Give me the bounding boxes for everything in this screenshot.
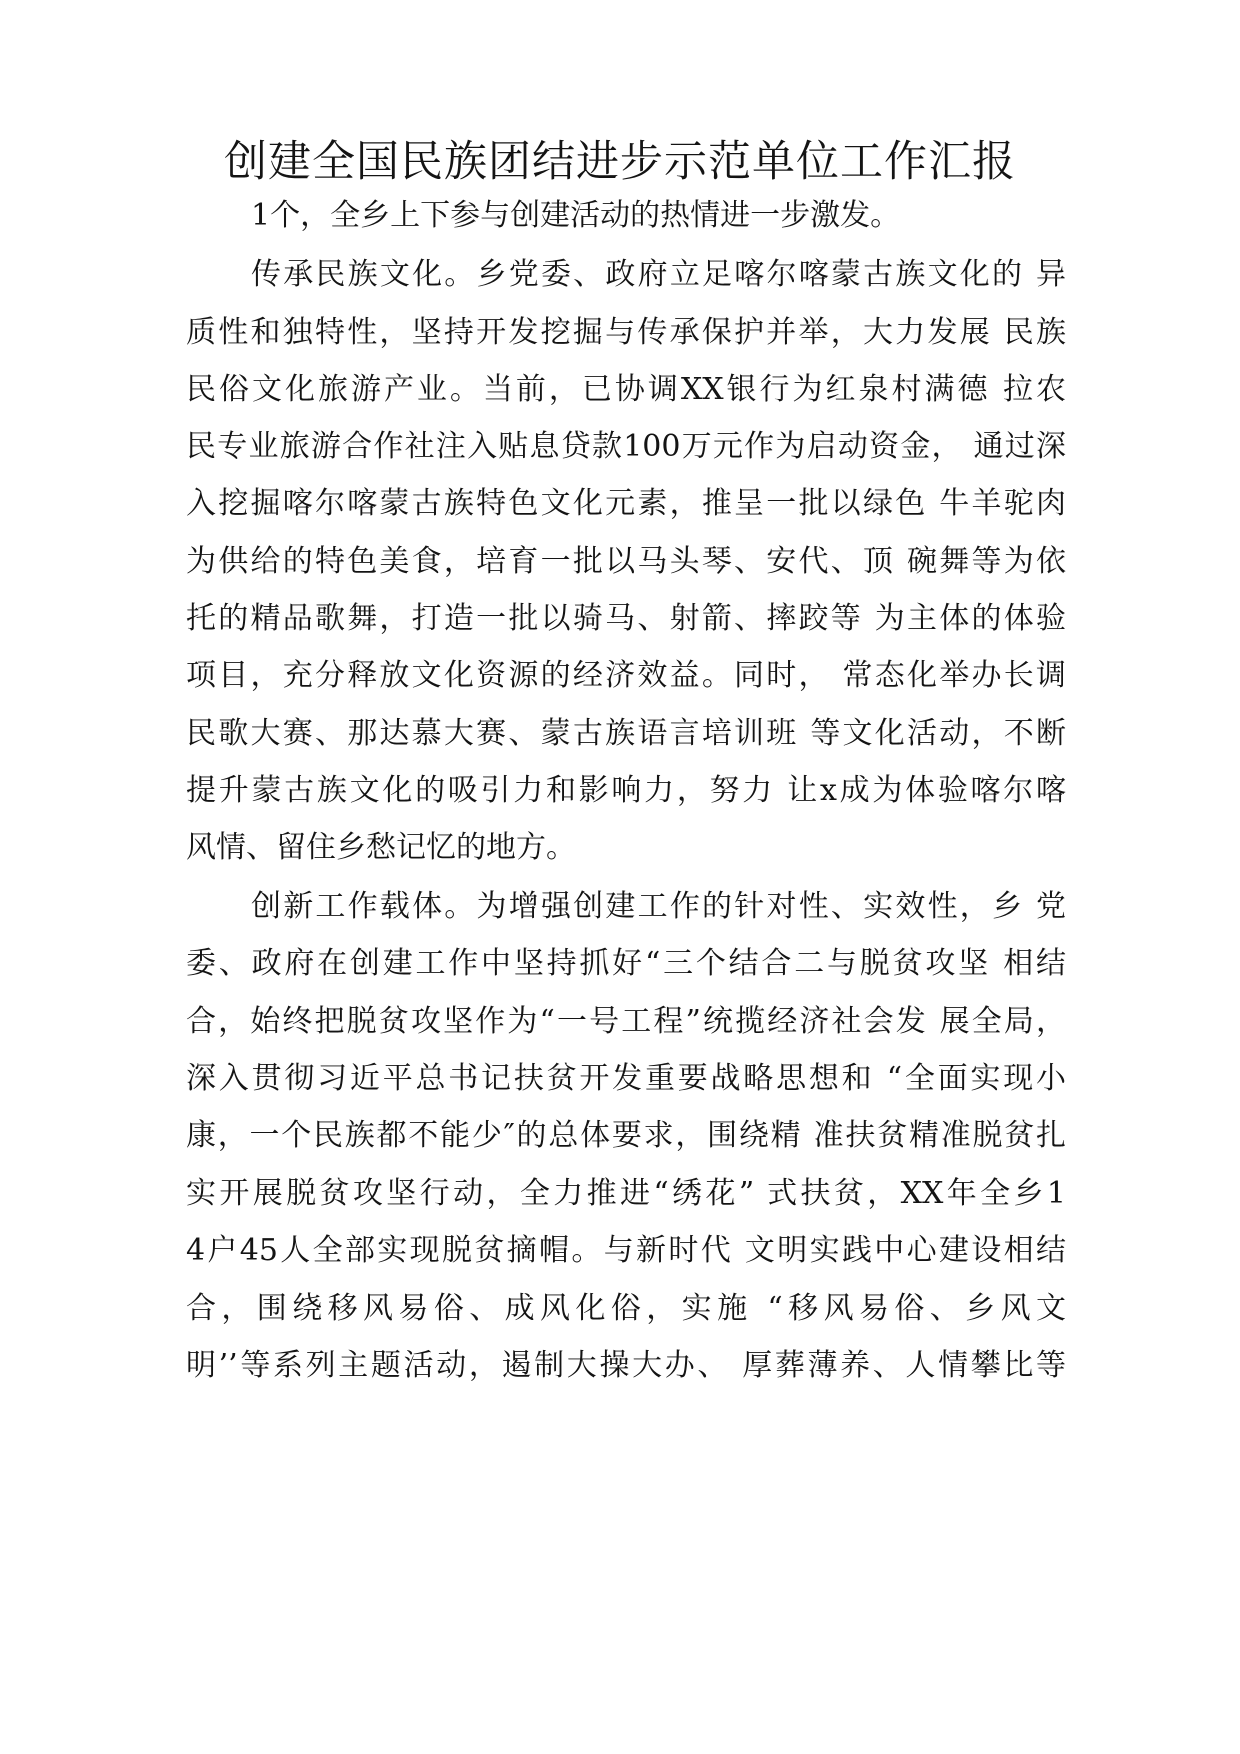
text-line: 深入贯彻习近平总书记扶贫开发重要战略思想和 “全面实现小 <box>186 1061 1066 1096</box>
text-line: 为供给的特色美食，培育一批以马头琴、安代、顶 碗舞等为依 <box>186 544 1066 579</box>
text-line: 入挖掘喀尔喀蒙古族特色文化元素，推呈一批以绿色 牛羊驼肉 <box>186 486 1066 521</box>
text-line: 民专业旅游合作社注入贴息贷款100万元作为启动资金， 通过深 <box>186 429 1066 464</box>
text-line: 明’’等系列主题活动，遏制大操大办、 厚葬薄养、人情攀比等 <box>186 1348 1066 1383</box>
text-line: 4户45人全部实现脱贫摘帽。与新时代 文明实践中心建设相结 <box>186 1233 1066 1268</box>
text-line: 民俗文化旅游产业。当前，已协调XX银行为红泉村满德 拉农 <box>186 372 1066 407</box>
text-line: 1个，全乡上下参与创建活动的热情进一步激发。 <box>251 198 901 233</box>
document-title: 创建全国民族团结进步示范单位工作汇报 <box>224 137 1016 187</box>
text-line: 质性和独特性，坚持开发挖掘与传承保护并举，大力发展 民族 <box>186 315 1066 350</box>
text-line: 传承民族文化。乡党委、政府立足喀尔喀蒙古族文化的 异 <box>251 257 1066 292</box>
text-line: 创新工作载体。为增强创建工作的针对性、实效性，乡 党 <box>251 889 1066 924</box>
text-line: 项目，充分释放文化资源的经济效益。同时， 常态化举办长调 <box>186 658 1066 693</box>
text-line: 风情、留住乡愁记忆的地方。 <box>186 830 576 865</box>
text-line: 合，始终把脱贫攻坚作为“一号工程”统揽经济社会发 展全局， <box>186 1004 1066 1039</box>
text-line: 提升蒙古族文化的吸引力和影响力，努力 让x成为体验喀尔喀 <box>186 773 1066 808</box>
text-line: 托的精品歌舞，打造一批以骑马、射箭、摔跤等 为主体的体验 <box>186 601 1066 636</box>
text-line: 委、政府在创建工作中坚持抓好“三个结合二与脱贫攻坚 相结 <box>186 946 1066 981</box>
text-line: 合，围绕移风易俗、成风化俗，实施 “移风易俗、乡风文 <box>186 1291 1066 1326</box>
text-line: 实开展脱贫攻坚行动，全力推进“绣花” 式扶贫，XX年全乡1 <box>186 1176 1066 1211</box>
text-line: 康，一个民族都不能少″的总体要求，围绕精 准扶贫精准脱贫扎 <box>186 1118 1066 1153</box>
text-line: 民歌大赛、那达慕大赛、蒙古族语言培训班 等文化活动，不断 <box>186 716 1066 751</box>
